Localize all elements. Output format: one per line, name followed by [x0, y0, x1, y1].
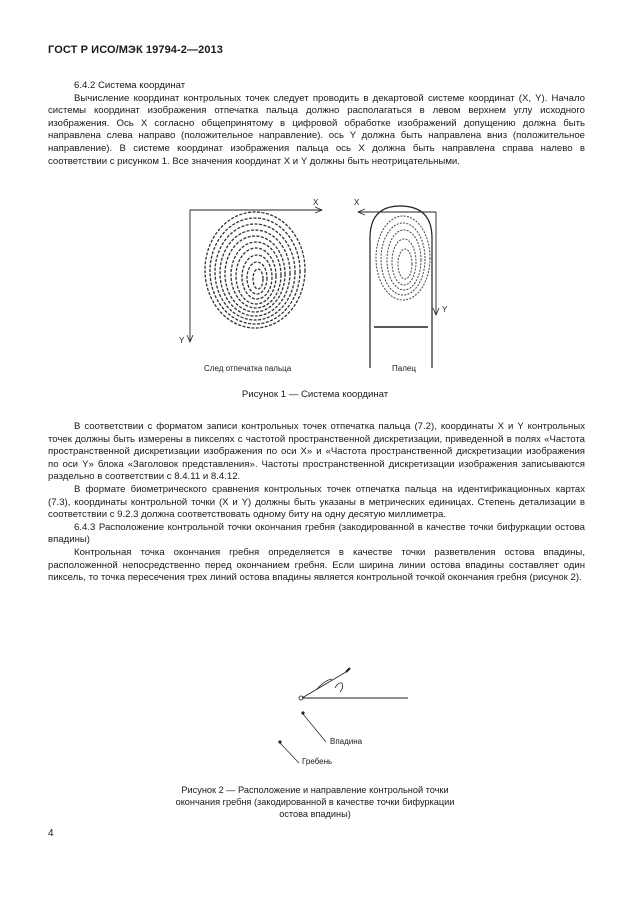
paragraph: В формате биометрического сравнения контрольных точек отпечатка пальца на идентификационных картах (7.3), координаты контрольной точки (X и Y) должны быть указаны в метрических единицах. Степень детализации в соответствии с 9.2.3 должна соответствовать одному биту на одну десятую миллиметра. — [48, 483, 585, 521]
axis-x-label-left: X — [313, 198, 319, 207]
valley-label: Впадина — [330, 737, 363, 746]
ridge-label: Гребень — [302, 757, 333, 766]
caption-line: окончания гребня (закодированной в качестве точки бифуркации — [175, 797, 455, 807]
section-title: 6.4.2 Система координат — [74, 80, 186, 91]
axis-y-label-left: Y — [179, 336, 185, 345]
fingerprint-label: След отпечатка пальца — [204, 364, 292, 373]
ridge-ending-diagram — [278, 668, 408, 763]
caption-line: Рисунок 2 — Расположение и направление контрольной точки — [181, 785, 449, 795]
axis-x-label-right: X — [354, 198, 360, 207]
axis-y-label-right: Y — [442, 305, 448, 314]
page-number: 4 — [48, 828, 54, 839]
figure-2-caption — [0, 784, 630, 820]
figure-1-caption: Рисунок 1 — Система координат — [241, 389, 389, 400]
paragraph: Контрольная точка окончания гребня определяется в качестве точки разветвления остова впадины, расположенной непосредственно перед окончанием гребня. Если ширина линии остова впадины составляет один пиксель, то точка пересечения трех линий остова впадины является контрольной точкой окончания гребня (рисунок 2). — [48, 546, 585, 584]
caption-line: остова впадины) — [279, 809, 351, 819]
paragraph: Вычисление координат контрольных точек следует проводить в декартовой системе координат (X, Y). Начало системы координат изображения отпечатка пальца должно располагаться в левом верхнем углу исходного изображения. Ось X согласно общепринятому в цифровой обработке изображений допущению должна быть направлена слева направо (положительное направление). ось Y должна быть направлена вниз (положительное направление). В системе координат изображения пальца ось X должна быть направлена справа налево в соответствии с рисунком 1. Все значения координат X и Y должны быть неотрицательными. — [48, 92, 585, 167]
paragraph: В соответствии с форматом записи контрольных точек отпечатка пальца (7.2), координаты X и Y контрольных точек должны быть измерены в пикселях с частотой пространственной дискретизации, приведенной в полях «Частота пространственной дискретизации изображения по оси X» и «Частота пространственной дискретизации изображения по оси Y» блока «Заголовок представления». Частоты пространственной дискретизации изображения записываются раздельно в соответствии с 8.4.11 и 8.4.12. — [48, 421, 585, 483]
document-header: ГОСТ Р ИСО/МЭК 19794-2—2013 — [48, 44, 223, 56]
section-title: 6.4.3 Расположение контрольной точки окончания гребня (закодированной в качестве точки бифуркации остова впадины) — [48, 521, 585, 546]
finger-label: Палец — [392, 364, 416, 373]
